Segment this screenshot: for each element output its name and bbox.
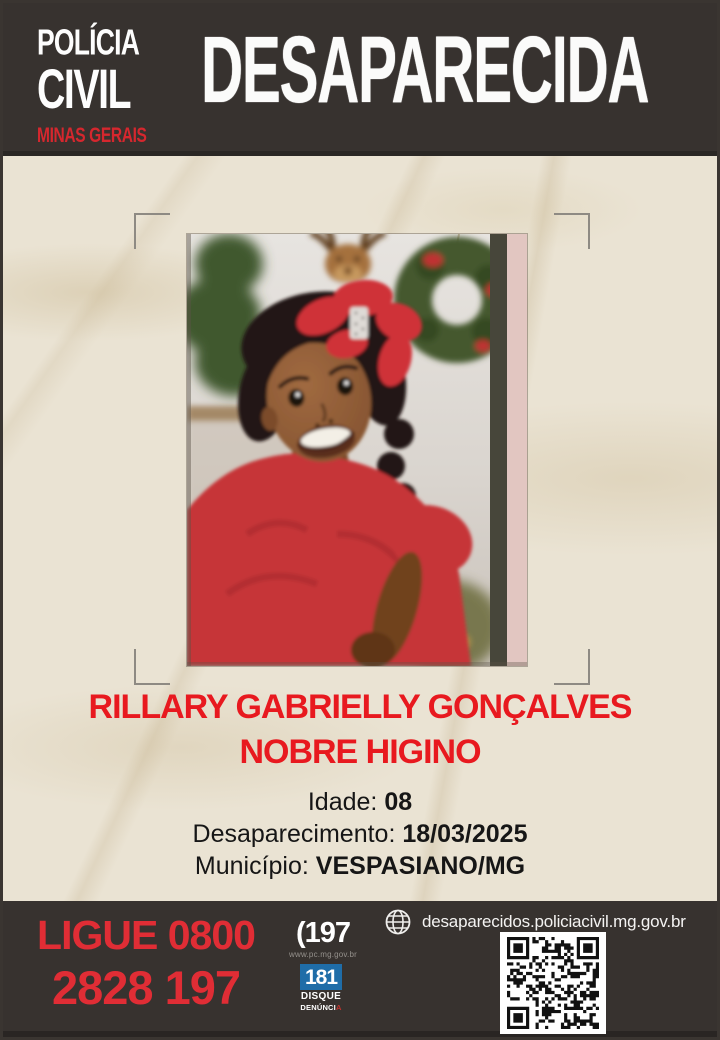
missing-person-photo	[187, 234, 527, 666]
detail-row-disappearance	[3, 818, 717, 850]
call-line2: 2828 197	[51, 961, 241, 1014]
phone-handset-icon: (	[295, 917, 305, 949]
municipality-label: Município:	[194, 852, 309, 880]
hotline-181-badge	[296, 964, 346, 1012]
logo-line-minas-gerais: MINAS GERAIS	[37, 124, 147, 147]
hotline-denuncia-white: DENÚNCI	[300, 1003, 336, 1012]
qr-code-graphic	[505, 937, 601, 1029]
municipality-value: VESPASIANO/MG	[315, 852, 526, 880]
detail-row-municipality	[3, 850, 717, 882]
person-name-line2: NOBRE HIGINO	[239, 733, 481, 771]
globe-icon	[383, 907, 413, 937]
hotline-181-number: 181	[300, 964, 342, 990]
call-number-block	[21, 912, 271, 1014]
photo-corner-bracket-bottom-left	[134, 649, 170, 685]
hotline-disque-label: DISQUE	[300, 991, 342, 1002]
age-label: Idade:	[307, 788, 378, 816]
photo-illustration	[187, 234, 527, 666]
person-details	[3, 786, 717, 882]
logo-line-policia: POLÍCIA	[37, 22, 140, 63]
hotline-denuncia-label	[296, 1004, 346, 1012]
age-value: 08	[384, 788, 413, 816]
headline-desaparecida: DESAPARECIDA	[201, 17, 649, 124]
disappearance-label: Desaparecimento:	[192, 820, 396, 848]
website-url: desaparecidos.policiacivil.mg.gov.br	[422, 912, 686, 931]
person-name-line1: RILLARY GABRIELLY GONÇALVES	[88, 688, 632, 726]
disappearance-value: 18/03/2025	[402, 820, 528, 848]
logo-line-civil: CIVIL	[37, 57, 131, 120]
hotline-denuncia-red: A	[335, 1003, 342, 1012]
phone-197-block	[284, 919, 362, 959]
qr-code	[500, 932, 606, 1034]
photo-corner-bracket-bottom-right	[554, 649, 590, 685]
header-bar	[3, 3, 717, 156]
photo-corner-bracket-top-right	[554, 213, 590, 249]
photo-corner-bracket-top-left	[134, 213, 170, 249]
phone-197-text: 197	[304, 917, 351, 949]
phone-197-number	[284, 919, 362, 948]
policia-civil-logo	[37, 22, 185, 147]
call-line1: LIGUE 0800	[37, 912, 255, 958]
detail-row-age	[3, 786, 717, 818]
person-name	[3, 685, 717, 775]
footer-bar	[3, 901, 717, 1037]
pc-site-text: www.pc.mg.gov.br	[289, 950, 357, 959]
